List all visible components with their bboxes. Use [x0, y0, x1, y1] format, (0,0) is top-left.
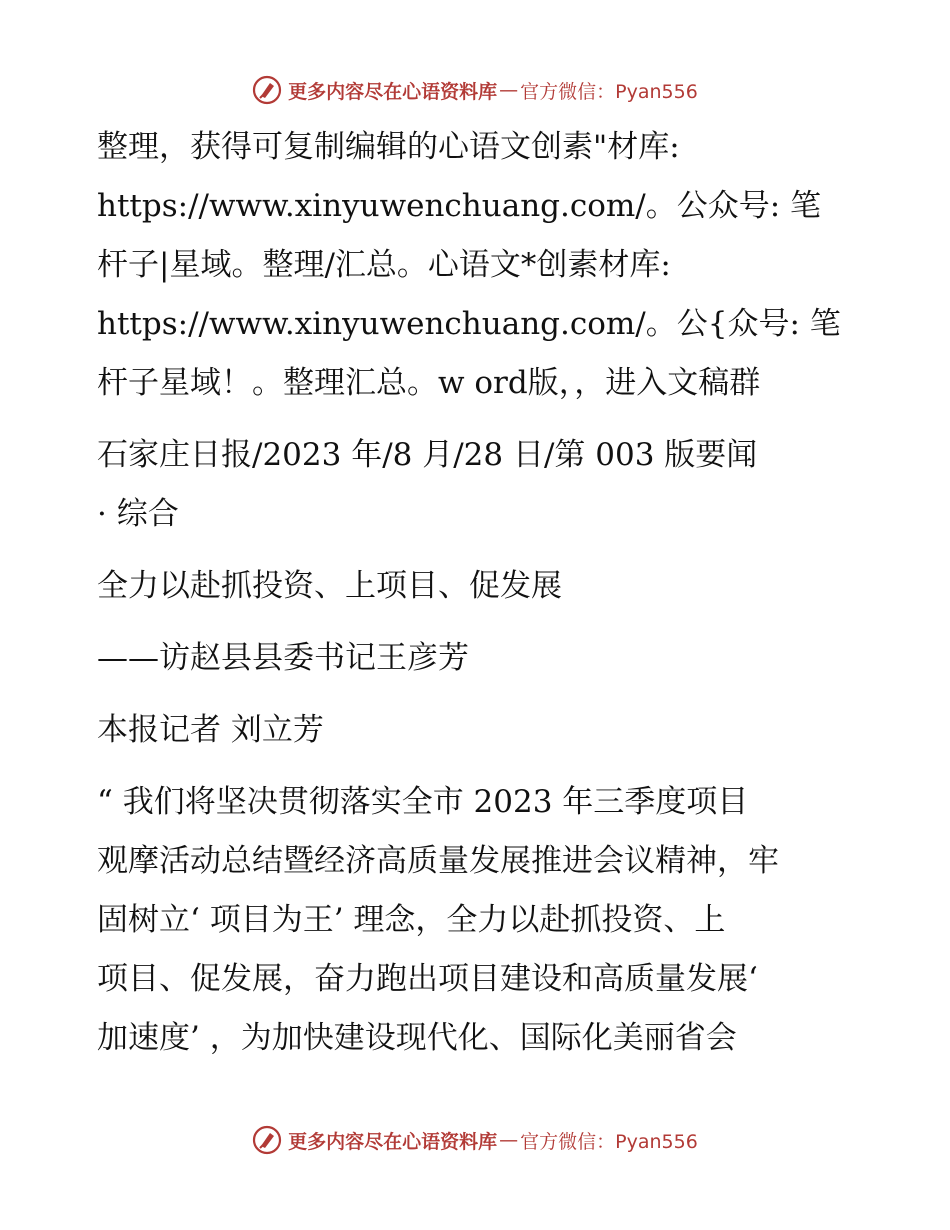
body-line: 项目、促发展，奋力跑出项目建设和高质量发展‘	[97, 961, 758, 997]
watermark-brand: 更多内容尽在心语资料库	[288, 1130, 498, 1153]
pen-logo-icon	[252, 1125, 282, 1155]
headline: 全力以赴抓投资、上项目、促发展	[97, 568, 562, 604]
body-line: 观摩活动总结暨经济高质量发展推进会议精神，牢	[97, 843, 779, 879]
watermark-wechat: 官方微信：Pyan556	[520, 1130, 698, 1153]
pen-logo-icon	[252, 75, 282, 105]
body-line: 固树立‘ 项目为王’ 理念，全力以赴抓投资、上	[97, 902, 726, 938]
watermark-brand: 更多内容尽在心语资料库	[288, 80, 498, 103]
body-line: “ 我们将坚决贯彻落实全市 2023 年三季度项目	[97, 784, 749, 820]
watermark-dash: —	[499, 79, 519, 101]
intro-line: 杆子|星域。整理/汇总。心语文*创素材库:	[97, 247, 671, 283]
header-watermark	[0, 70, 950, 110]
source-line: · 综合	[97, 496, 179, 532]
byline: 本报记者 刘立芳	[97, 712, 324, 748]
subheadline: ——访赵县县委书记王彦芳	[97, 640, 469, 676]
source-line: 石家庄日报/2023 年/8 月/28 日/第 003 版要闻	[97, 437, 758, 473]
body-paragraph	[97, 773, 857, 1068]
intro-line: https://www.xinyuwenchuang.com/。公众号: 笔	[97, 188, 822, 224]
footer-watermark	[0, 1120, 950, 1160]
body-line: 加速度’ ，为加快建设现代化、国际化美丽省会	[97, 1020, 737, 1056]
source-paragraph	[97, 426, 857, 544]
document-body	[97, 118, 857, 1068]
intro-paragraph	[97, 118, 857, 413]
watermark-dash: —	[499, 1129, 519, 1151]
intro-line: https://www.xinyuwenchuang.com/。公{众号: 笔	[97, 306, 841, 342]
watermark-wechat: 官方微信：Pyan556	[520, 80, 698, 103]
intro-line: 整理，获得可复制编辑的心语文创素"材库:	[97, 129, 680, 165]
intro-line: 杆子星域！。整理汇总。w ord版，，进入文稿群	[97, 365, 761, 401]
